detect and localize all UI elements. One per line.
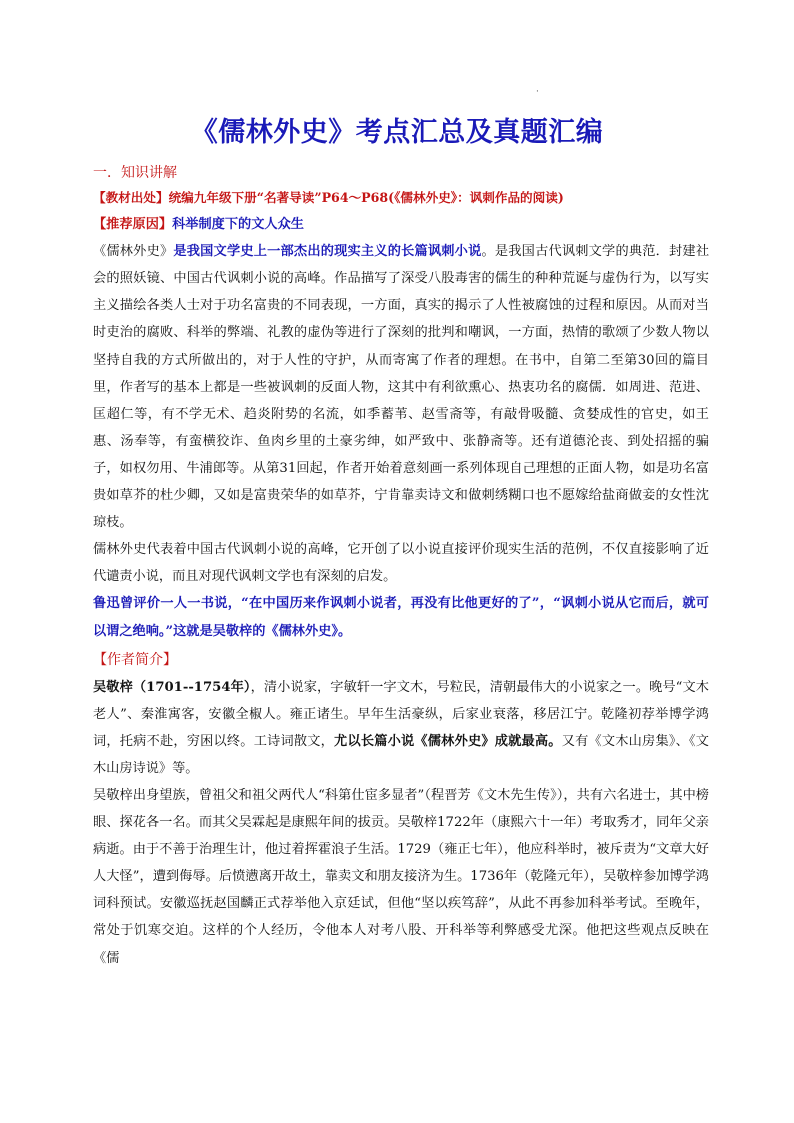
source-label: 【教材出处】 [93,190,169,205]
reason-label: 【推荐原因】 [93,217,173,233]
intro-book-title: 《儒林外史》 [93,244,174,260]
intro-paragraph [93,238,709,536]
lu-xun-quote: 鲁迅曾评价一人一书说，“在中国历来作讽刺小说者，再没有比他更好的了”，“讽刺小说从它而后，就可以谓之绝响。”这就是吴敬梓的《儒林外史》。 [93,596,709,639]
source-text: 统编九年级下册“名著导读”P64～P68(《儒林外史》：讽刺作品的阅读) [168,190,564,205]
author-paragraph-2: 吴敬梓出身望族，曾祖父和祖父两代人“科第仕宦多显者”（程晋芳《文木先生传》），共有六名进士，其中榜眼、探花各一名。而其父吴霖起是康熙年间的拔贡。吴敬梓1722年（康熙六十一年）考取秀才，同年父亲病逝。由于不善于治理生计，他过着挥霍浪子生活。1729（雍正七年），他应科举时，被斥责为“文章大好人大怪”，遭到侮辱。后愤懑离开故土，靠卖文和朋友接济为生。1736年（乾隆元年），吴敬梓参加博学鸿词科预试。安徽巡抚赵国麟正式荐举他入京廷试，但他“坚以疾笃辞”，从此不再参加科举考试。至晚年，常处于饥寒交迫。这样的个人经历，令他本人对考八股、开科举等利弊感受尤深。他把这些观点反映在《儒 [93,787,709,966]
author-years: （1701--1754年） [132,679,251,695]
author-works: 又有《文木山房集》、《文木山房诗说》等。 [93,733,709,776]
intro-emphasis: 是我国文学史上一部杰出的现实主义的长篇讽刺小说 [173,244,482,260]
reason-text: 科举制度下的文人众生 [172,217,304,233]
author-paragraph [93,674,709,782]
author-name: 吴敬梓 [93,679,133,695]
section-heading: 一．知识讲解 [93,165,177,181]
page-dot-mark: · [536,87,539,97]
intro-paragraph-2: 儒林外史代表着中国古代讽刺小说的高峰，它开创了以小说直接评价现实生活的范例，不仅直接影响了近代谴责小说，而且对现代讽刺文学也有深刻的启发。 [93,542,709,585]
author-highlight: 尤以长篇小说《儒林外史》成就最高。 [334,733,562,749]
author-heading: 【作者简介】 [93,651,177,668]
document-body [93,160,709,972]
author-bio: ，清小说家，字敏轩一字文木，号粒民，清朝最伟大的小说家之一。晚号“文木老人”、秦淮寓客，安徽全椒人。雍正诸生。早年生活豪纵，后家业衰落，移居江宁。乾隆初荐举博学鸿词，托病不赴，穷困以终。工诗词散文， [93,679,709,749]
reason-line [93,211,709,238]
intro-body: 。是我国古代讽刺文学的典范．封建社会的照妖镜、中国古代讽刺小说的高峰。作品描写了深受八股毒害的儒生的种种荒诞与虚伪行为，以写实主义描绘各类人士对于功名富贵的不同表现，一方面，真实的揭示了人性被腐蚀的过程和原因。从而对当时吏治的腐败、科举的弊端、礼教的虚伪等进行了深刻的批判和嘲讽，一方面，热情的歌颂了少数人物以坚持自我的方式所做出的，对于人性的守护，从而寄寓了作者的理想。在书中，自第二至第30回的篇目里，作者写的基本上都是一些被讽刺的反面人物，这其中有利欲熏心、热衷功名的腐儒．如周进、范进、匡超仁等，有不学无术、趋炎附势的名流，如季蓄苇、赵雪斋等，有敲骨吸髓、贪婪成性的官史，如王惠、汤奉等，有蛮横狡诈、鱼肉乡里的土豪劣绅，如严致中、张静斋等。还有道德沦丧、到处招摇的骗子，如权勿用、牛浦郎等。从第31回起，作者开始着意刻画一系列体现自己理想的正面人物，如是功名富贵如草芥的杜少卿，又如是富贵荣华的如草芥，宁肯靠卖诗文和做刺绣糊口也不愿嫁给盐商做妾的女性沈琼枝。 [93,244,710,531]
page-title: 《儒林外史》考点汇总及真题汇编 [190,117,604,148]
source-line [93,184,709,211]
